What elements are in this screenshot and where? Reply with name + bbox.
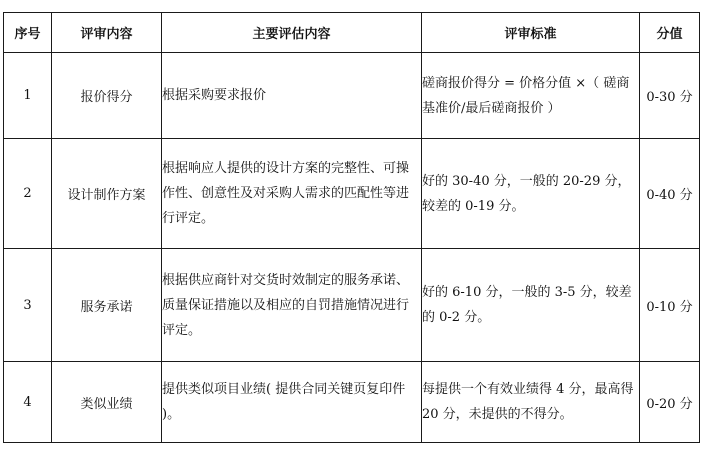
table-row bbox=[4, 249, 700, 362]
header-score: 分值 bbox=[640, 13, 700, 53]
cell-main-content: 根据供应商针对交货时效制定的服务承诺、质量保证措施以及相应的自罚措施情况进行评定。 bbox=[162, 249, 422, 362]
cell-serial-number: 1 bbox=[4, 53, 52, 139]
cell-main-content: 根据采购要求报价 bbox=[162, 53, 422, 139]
cell-review-item: 服务承诺 bbox=[52, 249, 162, 362]
cell-review-standard: 好的 30-40 分，一般的 20-29 分，较差的 0-19 分。 bbox=[422, 139, 640, 249]
cell-review-item: 类似业绩 bbox=[52, 362, 162, 443]
table-row bbox=[4, 362, 700, 443]
header-review-item: 评审内容 bbox=[52, 13, 162, 53]
cell-review-item: 报价得分 bbox=[52, 53, 162, 139]
cell-review-standard: 好的 6-10 分，一般的 3-5 分，较差的 0-2 分。 bbox=[422, 249, 640, 362]
header-main-content: 主要评估内容 bbox=[162, 13, 422, 53]
evaluation-criteria-table bbox=[3, 12, 700, 443]
cell-score: 0-20 分 bbox=[640, 362, 700, 443]
cell-score: 0-30 分 bbox=[640, 53, 700, 139]
cell-serial-number: 3 bbox=[4, 249, 52, 362]
header-serial-number: 序号 bbox=[4, 13, 52, 53]
cell-main-content: 根据响应人提供的设计方案的完整性、可操作性、创意性及对采购人需求的匹配性等进行评定。 bbox=[162, 139, 422, 249]
cell-serial-number: 2 bbox=[4, 139, 52, 249]
table-row bbox=[4, 139, 700, 249]
cell-review-standard: 磋商报价得分 = 价格分值 ×（ 磋商基准价/最后磋商报价 ） bbox=[422, 53, 640, 139]
header-review-standard: 评审标准 bbox=[422, 13, 640, 53]
cell-review-standard: 每提供一个有效业绩得 4 分，最高得 20 分，未提供的不得分。 bbox=[422, 362, 640, 443]
cell-review-item: 设计制作方案 bbox=[52, 139, 162, 249]
cell-score: 0-40 分 bbox=[640, 139, 700, 249]
table-row bbox=[4, 53, 700, 139]
cell-main-content: 提供类似项目业绩( 提供合同关键页复印件 )。 bbox=[162, 362, 422, 443]
cell-serial-number: 4 bbox=[4, 362, 52, 443]
table-header-row bbox=[4, 13, 700, 53]
cell-score: 0-10 分 bbox=[640, 249, 700, 362]
